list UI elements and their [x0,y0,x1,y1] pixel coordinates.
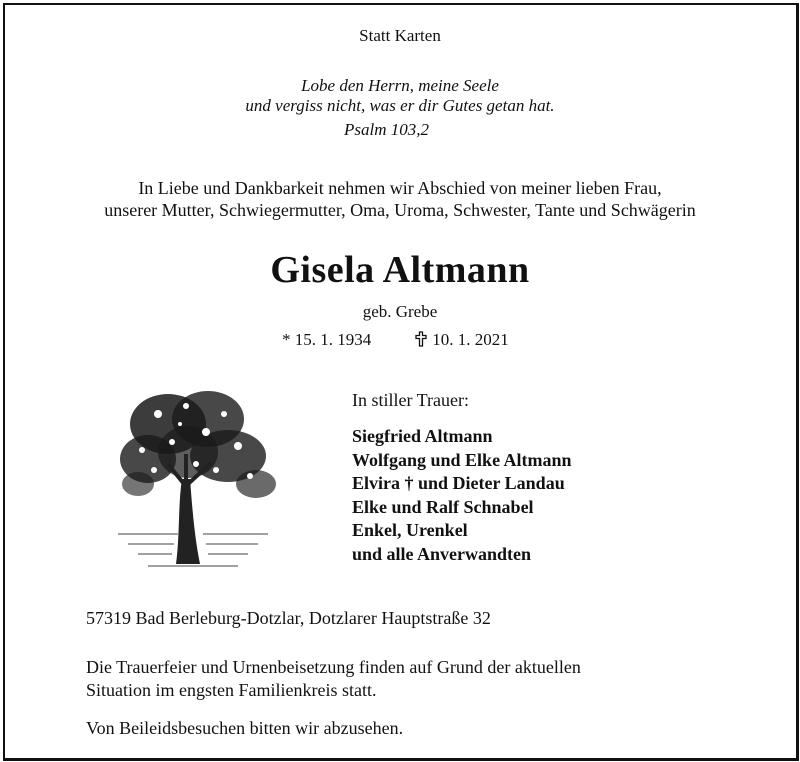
mourner-3: Elvira † und Dieter Landau [352,473,565,493]
mourner-1: Siegfried Altmann [352,426,493,446]
closing-note: Von Beileidsbesuchen bitten wir abzusehen. [86,718,404,738]
verse [0,76,800,116]
deceased-name: Gisela Altmann [270,249,530,291]
notice-line-2: Situation im engsten Familienkreis statt. [86,680,377,700]
maiden-name: geb. Grebe [362,302,438,321]
death-date: 10. 1. 2021 [432,330,509,349]
verse-line-1: Lobe den Herrn, meine Seele [301,76,499,95]
mourning-heading: In stiller Trauer: [352,390,469,410]
mourner-2: Wolfgang und Elke Altmann [352,449,572,470]
intro-text [0,177,800,221]
tree-illustration [108,384,283,576]
header-statt-karten: Statt Karten [359,26,441,45]
cross-icon [414,331,428,347]
death-date-group [414,330,509,350]
mourner-4: Elke und Ralf Schnabel [352,496,534,517]
intro-line-1: In Liebe und Dankbarkeit nehmen wir Abschied von meiner lieben Frau, [138,178,662,198]
mourner-6: und alle Anverwandten [352,543,532,564]
notice-border [3,3,799,761]
intro-line-2: unserer Mutter, Schwiegermutter, Oma, Uroma, Schwester, Tante und Schwägerin [104,200,696,220]
verse-line-2: und vergiss nicht, was er dir Gutes getan hat. [245,96,555,115]
ceremony-notice [86,656,581,702]
mourners-list [352,425,572,566]
mourner-5: Enkel, Urenkel [352,520,468,540]
address: 57319 Bad Berleburg-Dotzlar, Dotzlarer Hauptstraße 32 [86,608,491,628]
birth-date: * 15. 1. 1934 [282,330,372,349]
verse-reference: Psalm 103,2 [344,120,429,139]
notice-line-1: Die Trauerfeier und Urnenbeisetzung finden auf Grund der aktuellen [86,657,581,677]
